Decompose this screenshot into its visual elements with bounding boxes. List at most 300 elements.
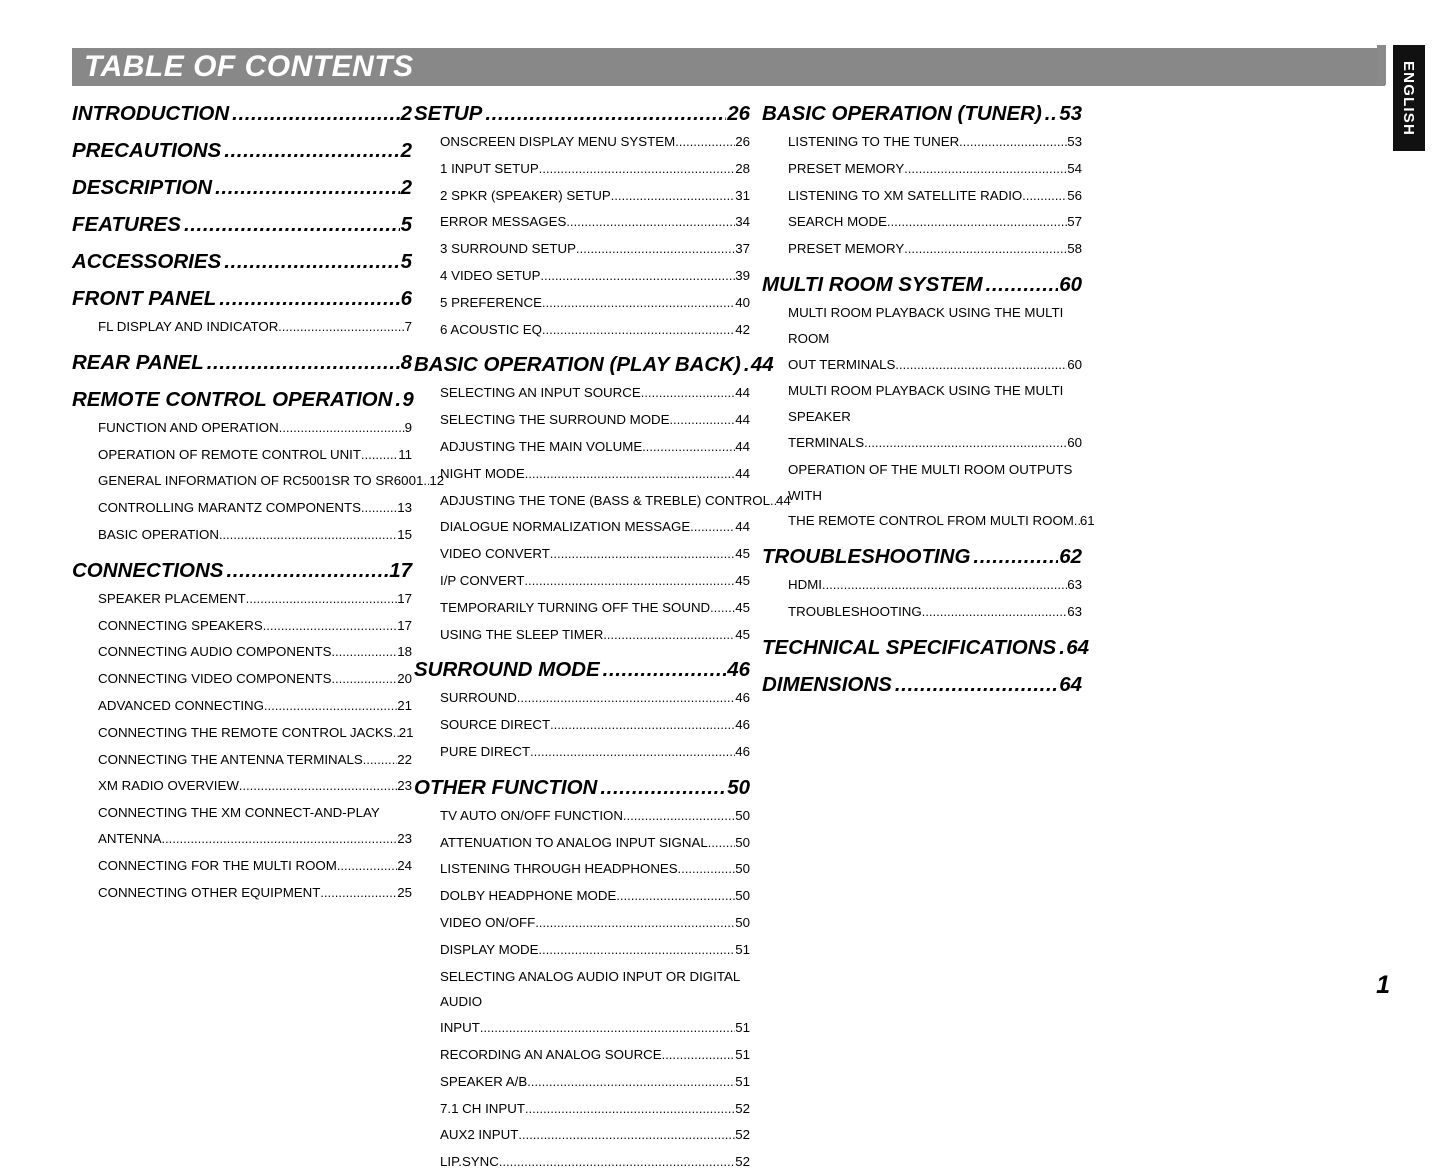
toc-page-number: 60	[1067, 356, 1082, 372]
toc-entry-label: VIDEO CONVERT	[440, 546, 550, 562]
toc-sub-entry[interactable]	[414, 407, 750, 434]
toc-entry-label: ANTENNA	[98, 830, 162, 846]
toc-leader-dots	[1045, 98, 1058, 129]
toc-sub-entry[interactable]	[414, 209, 750, 236]
toc-sub-entry[interactable]	[72, 495, 412, 522]
toc-entry-label: SURROUND	[440, 690, 517, 706]
toc-page-number: 51	[735, 1073, 750, 1089]
toc-leader-dots	[616, 883, 735, 910]
tab-gray-stub	[1377, 45, 1386, 85]
toc-page-number: 60	[1059, 272, 1082, 296]
toc-entry-label: 4 VIDEO SETUP	[440, 267, 541, 283]
toc-leader-dots	[361, 442, 398, 469]
toc-major-entry[interactable]	[72, 283, 412, 314]
toc-entry-label: CONNECTING FOR THE MULTI ROOM	[98, 857, 337, 873]
toc-sub-entry[interactable]	[414, 461, 750, 488]
toc-sub-entry[interactable]	[762, 378, 1082, 430]
language-tab-label: ENGLISH	[1400, 60, 1418, 136]
toc-page-number: 52	[735, 1127, 750, 1143]
toc-entry-label: 2 SPKR (SPEAKER) SETUP	[440, 187, 611, 203]
toc-sub-entry[interactable]	[72, 826, 412, 853]
toc-entry-label: MULTI ROOM PLAYBACK USING THE MULTI SPEAKER	[788, 383, 1064, 425]
toc-sub-entry[interactable]	[414, 568, 750, 595]
toc-sub-entry[interactable]	[414, 622, 750, 649]
toc-leader-dots	[331, 639, 397, 666]
toc-leader-dots	[822, 572, 1067, 599]
toc-page-number: 22	[397, 751, 412, 767]
toc-page-number: 52	[735, 1154, 750, 1170]
toc-page-number: 12	[429, 473, 445, 489]
toc-leader-dots	[904, 236, 1067, 263]
toc-entry-label: CONNECTING AUDIO COMPONENTS	[98, 644, 332, 660]
toc-major-entry[interactable]	[72, 555, 412, 586]
toc-page-number: 50	[735, 914, 750, 930]
toc-page-number: 31	[735, 187, 750, 203]
toc-entry-label: 5 PREFERENCE	[440, 294, 542, 310]
toc-page-number: 44	[750, 353, 774, 377]
toc-page-number: 44	[735, 519, 750, 535]
toc-sub-entry[interactable]	[414, 541, 750, 568]
toc-entry-label: TEMPORARILY TURNING OFF THE SOUND	[440, 599, 711, 615]
toc-page-number: 54	[1067, 160, 1082, 176]
toc-sub-entry[interactable]	[414, 263, 750, 290]
toc-leader-dots	[518, 1122, 735, 1149]
toc-page-number: 50	[735, 861, 750, 877]
toc-entry-label: ADJUSTING THE TONE (BASS & TREBLE) CONTROL	[440, 492, 771, 508]
toc-leader-dots	[576, 236, 735, 263]
toc-leader-dots	[525, 461, 735, 488]
toc-entry-label: PRECAUTIONS	[72, 139, 222, 162]
toc-leader-dots	[239, 773, 397, 800]
toc-leader-dots	[224, 135, 399, 166]
toc-page-number: 17	[397, 590, 412, 606]
toc-sub-entry[interactable]	[414, 236, 750, 263]
toc-entry-label: VIDEO ON/OFF	[440, 914, 536, 930]
toc-sub-entry[interactable]	[414, 910, 750, 937]
toc-major-entry[interactable]	[414, 349, 774, 380]
toc-page-number: 5	[400, 213, 412, 236]
toc-leader-dots	[224, 246, 399, 277]
toc-leader-dots	[363, 747, 397, 774]
toc-leader-dots	[670, 407, 736, 434]
toc-page-number: 37	[735, 241, 750, 257]
toc-page-number: 42	[735, 321, 750, 337]
toc-entry-label: FRONT PANEL	[72, 287, 217, 310]
toc-page-number: 2	[400, 139, 412, 162]
toc-sub-entry[interactable]	[414, 856, 750, 883]
toc-leader-dots	[603, 654, 727, 685]
toc-sub-entry[interactable]	[414, 1069, 750, 1096]
toc-entry-label: SELECTING THE SURROUND MODE	[440, 412, 670, 428]
toc-leader-dots	[541, 263, 736, 290]
toc-page-number: 52	[735, 1100, 750, 1116]
toc-page-number: 28	[735, 160, 750, 176]
toc-entry-label: ADVANCED CONNECTING	[98, 697, 264, 713]
toc-entry-label: ADJUSTING THE MAIN VOLUME	[440, 438, 643, 454]
toc-page-number: 46	[735, 717, 750, 733]
toc-page-number: 24	[397, 857, 412, 873]
toc-sub-entry[interactable]	[72, 442, 412, 469]
toc-page-number: 50	[735, 888, 750, 904]
toc-entry-label: TROUBLESHOOTING	[788, 603, 922, 619]
toc-sub-entry[interactable]	[762, 156, 1082, 183]
toc-leader-dots	[263, 613, 397, 640]
toc-major-entry[interactable]	[414, 98, 750, 129]
toc-page-number: 17	[389, 558, 412, 582]
toc-leader-dots	[219, 283, 399, 314]
toc-major-entry[interactable]	[762, 669, 1082, 700]
toc-page-number: 9	[404, 419, 412, 435]
toc-sub-entry[interactable]	[414, 380, 750, 407]
toc-sub-entry[interactable]	[414, 937, 750, 964]
toc-leader-dots	[539, 156, 735, 183]
toc-leader-dots	[550, 712, 735, 739]
toc-page-number: 63	[1067, 603, 1082, 619]
toc-entry-label: SOURCE DIRECT	[440, 717, 551, 733]
toc-page-number: 7	[404, 319, 412, 334]
toc-sub-entry[interactable]	[414, 803, 750, 830]
toc-page-number: 61	[1079, 513, 1095, 529]
toc-leader-dots	[530, 739, 735, 766]
toc-entry-label: OTHER FUNCTION	[414, 775, 598, 799]
toc-page-number: 45	[735, 599, 750, 615]
toc-page-number: 26	[735, 134, 750, 149]
toc-leader-dots	[279, 415, 405, 442]
toc-sub-entry[interactable]	[414, 1149, 750, 1176]
toc-leader-dots	[215, 172, 399, 203]
toc-page-number: 62	[1059, 545, 1082, 569]
toc-major-entry[interactable]	[762, 541, 1082, 572]
toc-leader-dots	[895, 669, 1058, 700]
toc-sub-entry[interactable]	[414, 434, 750, 461]
toc-page-number: 6	[400, 287, 412, 310]
toc-leader-dots	[499, 1149, 735, 1176]
toc-page-number: 44	[735, 412, 750, 428]
toc-leader-dots	[904, 156, 1067, 183]
toc-page-number: 60	[1067, 434, 1082, 450]
toc-entry-label: MULTI ROOM SYSTEM	[762, 272, 983, 296]
toc-major-entry[interactable]	[72, 172, 412, 203]
toc-entry-label: FL DISPLAY AND INDICATOR	[98, 319, 279, 334]
toc-leader-dots	[690, 514, 735, 541]
toc-page-number: 20	[397, 671, 412, 687]
toc-leader-dots	[320, 880, 397, 907]
toc-entry-label: USING THE SLEEP TIMER	[440, 626, 604, 642]
toc-page-number: 23	[397, 778, 412, 794]
toc-leader-dots	[219, 522, 397, 549]
toc-sub-entry[interactable]	[72, 613, 412, 640]
toc-page-number: 50	[727, 775, 750, 799]
toc-leader-dots	[480, 1015, 735, 1042]
toc-sub-entry[interactable]	[414, 883, 750, 910]
toc-leader-dots	[1022, 183, 1067, 210]
toc-leader-dots	[527, 1069, 735, 1096]
toc-leader-dots	[662, 1042, 736, 1069]
toc-page-number: 23	[397, 830, 412, 846]
toc-leader-dots	[864, 430, 1067, 457]
toc-entry-label: ONSCREEN DISPLAY MENU SYSTEM	[440, 134, 676, 149]
toc-entry-label: REMOTE CONTROL OPERATION	[72, 387, 393, 411]
toc-major-entry[interactable]	[72, 384, 412, 415]
toc-page-number: 5	[400, 250, 412, 273]
toc-sub-entry[interactable]	[72, 586, 412, 613]
toc-leader-dots	[922, 599, 1067, 626]
toc-leader-dots	[246, 586, 397, 613]
toc-entry-label: DIMENSIONS	[762, 672, 892, 696]
toc-leader-dots	[264, 693, 397, 720]
toc-entry-label: SELECTING ANALOG AUDIO INPUT OR DIGITAL AUDIO	[440, 968, 740, 1010]
toc-leader-dots	[162, 826, 398, 853]
toc-sub-entry[interactable]	[414, 129, 750, 156]
toc-leader-dots	[600, 772, 726, 803]
toc-entry-label: 3 SURROUND SETUP	[440, 241, 576, 257]
toc-column-2	[414, 92, 791, 1176]
toc-sub-entry[interactable]	[72, 468, 445, 495]
toc-entry-label: AUX2 INPUT	[440, 1127, 519, 1143]
toc-leader-dots	[895, 352, 1067, 379]
toc-sub-entry[interactable]	[414, 514, 750, 541]
toc-sub-entry[interactable]	[414, 183, 750, 210]
toc-leader-dots	[535, 910, 735, 937]
toc-entry-label: INTRODUCTION	[72, 102, 230, 125]
toc-page-number: 13	[397, 500, 412, 516]
language-tab-english	[1393, 45, 1425, 151]
toc-major-entry[interactable]	[72, 209, 412, 240]
toc-sub-entry[interactable]	[72, 666, 412, 693]
toc-page-number: 45	[735, 626, 750, 642]
toc-leader-dots	[611, 183, 736, 210]
toc-leader-dots	[331, 666, 397, 693]
toc-page-number: 26	[727, 102, 750, 125]
toc-entry-label: OUT TERMINALS	[788, 356, 896, 372]
toc-major-entry[interactable]	[762, 632, 1090, 663]
toc-entry-label: CONNECTING THE XM CONNECT-AND-PLAY	[98, 805, 380, 821]
toc-sub-entry[interactable]	[72, 800, 412, 826]
toc-entry-label: SELECTING AN INPUT SOURCE	[440, 385, 641, 401]
toc-page-number: 64	[1059, 672, 1082, 696]
toc-page-number: 53	[1067, 134, 1082, 149]
toc-entry-label: TERMINALS	[788, 434, 865, 450]
toc-sub-entry[interactable]	[762, 129, 1082, 156]
page-title: TABLE OF CONTENTS	[84, 50, 414, 83]
toc-entry-label: MULTI ROOM PLAYBACK USING THE MULTI ROOM	[788, 304, 1064, 346]
toc-entry-label: 6 ACOUSTIC EQ	[440, 321, 542, 337]
toc-entry-label: LISTENING TO THE TUNER	[788, 134, 960, 149]
toc-leader-dots	[710, 595, 735, 622]
toc-entry-label: SPEAKER PLACEMENT	[98, 590, 246, 606]
toc-entry-label: CONNECTING OTHER EQUIPMENT	[98, 884, 321, 900]
toc-leader-dots	[539, 937, 736, 964]
toc-sub-entry[interactable]	[72, 639, 412, 666]
toc-leader-dots	[675, 129, 735, 156]
toc-entry-label: REAR PANEL	[72, 350, 204, 374]
toc-major-entry[interactable]	[414, 772, 750, 803]
toc-entry-label: ATTENUATION TO ANALOG INPUT SIGNAL	[440, 834, 708, 850]
toc-page-number: 21	[398, 724, 414, 740]
toc-sub-entry[interactable]	[414, 1042, 750, 1069]
toc-entry-label: DOLBY HEADPHONE MODE	[440, 888, 617, 904]
toc-entry-label: THE REMOTE CONTROL FROM MULTI ROOM	[788, 513, 1074, 529]
toc-sub-entry[interactable]	[414, 685, 750, 712]
toc-sub-entry[interactable]	[414, 1015, 750, 1042]
toc-leader-dots	[959, 129, 1067, 156]
toc-page-number: 18	[397, 644, 412, 660]
toc-major-entry[interactable]	[72, 246, 412, 277]
toc-page-number: 2	[400, 176, 412, 199]
toc-page-number: 15	[397, 526, 412, 542]
toc-leader-dots	[986, 269, 1059, 300]
toc-leader-dots	[525, 1096, 735, 1123]
toc-entry-label: FUNCTION AND OPERATION	[98, 419, 279, 435]
toc-page-number: 40	[735, 294, 750, 310]
toc-major-entry[interactable]	[72, 98, 412, 129]
toc-page-number: 53	[1059, 102, 1082, 125]
toc-page-number: 9	[402, 387, 414, 411]
toc-page-number: 45	[735, 546, 750, 562]
toc-sub-entry[interactable]	[762, 572, 1082, 599]
toc-entry-label: CONNECTING SPEAKERS	[98, 617, 263, 633]
toc-entry-label: SPEAKER A/B	[440, 1073, 528, 1089]
toc-leader-dots	[542, 290, 735, 317]
toc-sub-entry[interactable]	[72, 314, 412, 341]
toc-sub-entry[interactable]	[414, 830, 750, 857]
toc-column-3	[762, 92, 1095, 700]
toc-entry-label: SETUP	[414, 102, 483, 125]
table-of-contents-header-band	[72, 48, 1385, 86]
toc-sub-entry[interactable]	[762, 457, 1082, 509]
toc-sub-entry[interactable]	[762, 430, 1082, 457]
toc-entry-label: CONNECTING THE REMOTE CONTROL JACKS	[98, 724, 393, 740]
toc-entry-label: TV AUTO ON/OFF FUNCTION	[440, 807, 623, 823]
toc-sub-entry[interactable]	[72, 853, 412, 880]
toc-page-number: 58	[1067, 241, 1082, 257]
toc-leader-dots	[232, 98, 399, 129]
toc-entry-label: OPERATION OF REMOTE CONTROL UNIT	[98, 446, 361, 462]
toc-entry-label: LISTENING THROUGH HEADPHONES	[440, 861, 678, 877]
toc-page-number: 51	[735, 1020, 750, 1036]
toc-sub-entry[interactable]	[762, 352, 1082, 379]
toc-page-number: 57	[1067, 214, 1082, 230]
toc-sub-entry[interactable]	[414, 964, 750, 1016]
toc-entry-label: CONNECTING THE ANTENNA TERMINALS	[98, 751, 363, 767]
toc-entry-label: XM RADIO OVERVIEW	[98, 778, 239, 794]
toc-leader-dots	[542, 317, 735, 344]
toc-leader-dots	[641, 380, 735, 407]
toc-entry-label: DIALOGUE NORMALIZATION MESSAGE	[440, 519, 691, 535]
toc-entry-label: PRESET MEMORY	[788, 241, 905, 257]
toc-leader-dots	[642, 434, 735, 461]
toc-page-number: 44	[776, 492, 791, 508]
toc-entry-label: INPUT	[440, 1020, 480, 1036]
toc-page-number: 64	[1066, 635, 1090, 659]
toc-entry-label: CONNECTIONS	[72, 558, 224, 582]
toc-page-number: 44	[735, 385, 750, 401]
toc-leader-dots	[361, 495, 397, 522]
toc-sub-entry[interactable]	[762, 183, 1082, 210]
toc-major-entry[interactable]	[762, 98, 1082, 129]
toc-entry-label: ERROR MESSAGES	[440, 214, 567, 230]
toc-sub-entry[interactable]	[762, 599, 1082, 626]
toc-entry-label: DISPLAY MODE	[440, 941, 539, 957]
toc-leader-dots	[973, 541, 1058, 572]
toc-page-number: 44	[735, 465, 750, 481]
toc-entry-label: BASIC OPERATION	[98, 526, 219, 542]
toc-entry-label: ACCESSORIES	[72, 250, 222, 273]
toc-entry-label: DESCRIPTION	[72, 176, 213, 199]
toc-major-entry[interactable]	[72, 347, 412, 378]
toc-major-entry[interactable]	[762, 269, 1082, 300]
toc-entry-label: LISTENING TO XM SATELLITE RADIO	[788, 187, 1023, 203]
toc-entry-label: 7.1 CH INPUT	[440, 1100, 525, 1116]
toc-sub-entry[interactable]	[72, 773, 412, 800]
toc-entry-label: I/P CONVERT	[440, 572, 525, 588]
toc-page-number: 50	[735, 834, 750, 850]
toc-entry-label: OPERATION OF THE MULTI ROOM OUTPUTS WITH	[788, 461, 1073, 503]
toc-sub-entry[interactable]	[72, 720, 412, 747]
toc-sub-entry[interactable]	[414, 290, 750, 317]
toc-sub-entry[interactable]	[414, 1096, 750, 1123]
toc-leader-dots	[485, 98, 726, 129]
toc-entry-label: FEATURES	[72, 213, 181, 236]
toc-sub-entry[interactable]	[72, 415, 412, 442]
toc-leader-dots	[887, 209, 1067, 236]
toc-sub-entry[interactable]	[72, 747, 412, 774]
toc-entry-label: TECHNICAL SPECIFICATIONS	[762, 635, 1057, 659]
toc-page-number: 51	[735, 941, 750, 957]
toc-major-entry[interactable]	[414, 654, 750, 685]
toc-leader-dots	[517, 685, 735, 712]
toc-column-1	[72, 92, 445, 906]
toc-sub-entry[interactable]	[414, 488, 791, 515]
toc-leader-dots	[207, 347, 400, 378]
page-number: 1	[1376, 971, 1390, 999]
toc-sub-entry[interactable]	[762, 508, 1095, 535]
toc-entry-label: BASIC OPERATION (TUNER)	[762, 102, 1042, 125]
toc-page-number: 46	[727, 658, 750, 682]
toc-sub-entry[interactable]	[762, 236, 1082, 263]
toc-entry-label: HDMI	[788, 577, 822, 593]
toc-sub-entry[interactable]	[762, 209, 1082, 236]
toc-page-number: 46	[735, 743, 750, 759]
toc-page-number: 34	[735, 214, 750, 230]
toc-sub-entry[interactable]	[72, 522, 412, 549]
toc-page-number: 39	[735, 267, 750, 283]
toc-entry-label: NIGHT MODE	[440, 465, 525, 481]
toc-sub-entry[interactable]	[414, 1122, 750, 1149]
toc-sub-entry[interactable]	[762, 300, 1082, 352]
toc-page-number: 50	[735, 807, 750, 823]
toc-entry-label: SEARCH MODE	[788, 214, 887, 230]
toc-entry-label: CONTROLLING MARANTZ COMPONENTS	[98, 500, 361, 516]
toc-entry-label: LIP.SYNC	[440, 1154, 499, 1170]
toc-page-number: 2	[400, 102, 412, 125]
toc-entry-label: PRESET MEMORY	[788, 160, 905, 176]
toc-page-number: 17	[397, 617, 412, 633]
toc-page-number: 63	[1067, 577, 1082, 593]
toc-sub-entry[interactable]	[414, 712, 750, 739]
toc-entry-label: BASIC OPERATION (PLAY BACK)	[414, 353, 741, 377]
toc-major-entry[interactable]	[72, 135, 412, 166]
toc-sub-entry[interactable]	[72, 880, 412, 907]
toc-sub-entry[interactable]	[414, 156, 750, 183]
toc-page-number: 56	[1067, 187, 1082, 203]
toc-sub-entry[interactable]	[414, 317, 750, 344]
toc-sub-entry[interactable]	[72, 693, 412, 720]
toc-page-number: 8	[400, 350, 412, 374]
toc-page-number: 51	[735, 1046, 750, 1062]
toc-sub-entry[interactable]	[414, 739, 750, 766]
toc-sub-entry[interactable]	[414, 595, 750, 622]
